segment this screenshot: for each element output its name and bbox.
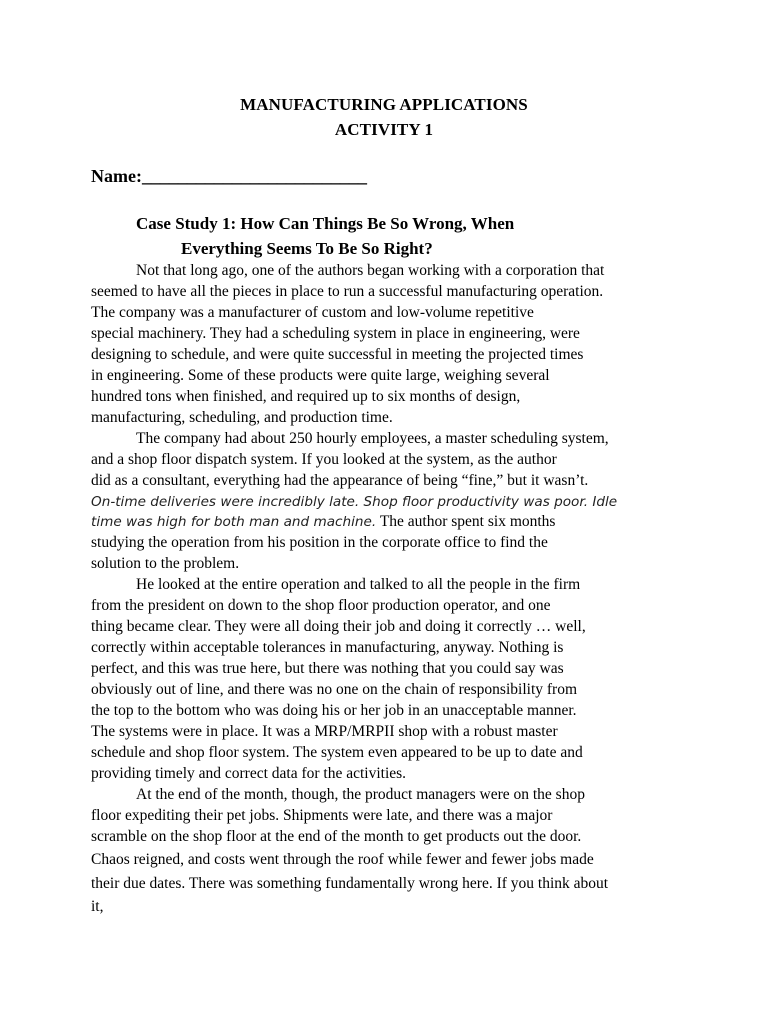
body-line: providing timely and correct data for the activities. <box>91 765 407 782</box>
body-line: floor expediting their pet jobs. Shipments were late, and there was a major <box>91 807 553 824</box>
body-line: from the president on down to the shop floor production operator, and one <box>91 597 551 614</box>
body-line-italic: On-time deliveries were incredibly late. Shop floor productivity was poor. Idle <box>91 494 618 510</box>
body-line: schedule and shop floor system. The system even appeared to be up to date and <box>91 744 583 761</box>
case-study-heading-continued: Everything Seems To Be So Right? <box>181 239 433 258</box>
body-line: The systems were in place. It was a MRP/MRPII shop with a robust master <box>91 723 558 740</box>
body-line: thing became clear. They were all doing their job and doing it correctly … well, <box>91 618 586 635</box>
body-line: He looked at the entire operation and talked to all the people in the firm <box>136 576 581 593</box>
body-line: and a shop floor dispatch system. If you looked at the system, as the author <box>91 451 557 468</box>
body-line: manufacturing, scheduling, and production time. <box>91 409 393 426</box>
body-line: obviously out of line, and there was no one on the chain of responsibility from <box>91 681 578 698</box>
body-line: correctly within acceptable tolerances in manufacturing, anyway. Nothing is <box>91 639 564 656</box>
body-line: the top to the bottom who was doing his or her job in an unacceptable manner. <box>91 702 577 719</box>
name-field: Name:_________________________ <box>91 166 367 186</box>
body-line: special machinery. They had a scheduling system in place in engineering, were <box>91 325 580 342</box>
body-line: in engineering. Some of these products were quite large, weighing several <box>91 367 550 384</box>
body-line: At the end of the month, though, the product managers were on the shop <box>136 786 585 803</box>
body-line: their due dates. There was something fundamentally wrong here. If you think about <box>91 875 609 892</box>
body-line: designing to schedule, and were quite successful in meeting the projected times <box>91 346 584 363</box>
body-line: it, <box>91 898 104 915</box>
body-line: The company had about 250 hourly employees, a master scheduling system, <box>136 430 609 447</box>
body-line-italic: time was high for both man and machine. <box>91 514 377 530</box>
body-line: solution to the problem. <box>91 555 240 572</box>
body-line: Chaos reigned, and costs went through the roof while fewer and fewer jobs made <box>91 851 594 868</box>
body-line: The company was a manufacturer of custom and low-volume repetitive <box>91 304 534 321</box>
body-line: scramble on the shop floor at the end of the month to get products out the door. <box>91 828 582 845</box>
body-line: seemed to have all the pieces in place to run a successful manufacturing operation. <box>91 283 604 300</box>
body-line: did as a consultant, everything had the appearance of being “fine,” but it wasn’t. <box>91 472 589 489</box>
document-title: MANUFACTURING APPLICATIONS <box>240 95 528 114</box>
body-line: hundred tons when finished, and required up to six months of design, <box>91 388 521 405</box>
body-line: studying the operation from his position in the corporate office to find the <box>91 534 548 551</box>
activity-heading: ACTIVITY 1 <box>334 120 434 139</box>
case-study-heading: Case Study 1: How Can Things Be So Wrong, When <box>136 214 515 233</box>
body-text: The author spent six months <box>376 513 556 530</box>
body-line-mixed <box>91 513 555 531</box>
body-line: perfect, and this was true here, but there was nothing that you could say was <box>91 660 564 677</box>
body-line: Not that long ago, one of the authors began working with a corporation that <box>136 262 605 279</box>
